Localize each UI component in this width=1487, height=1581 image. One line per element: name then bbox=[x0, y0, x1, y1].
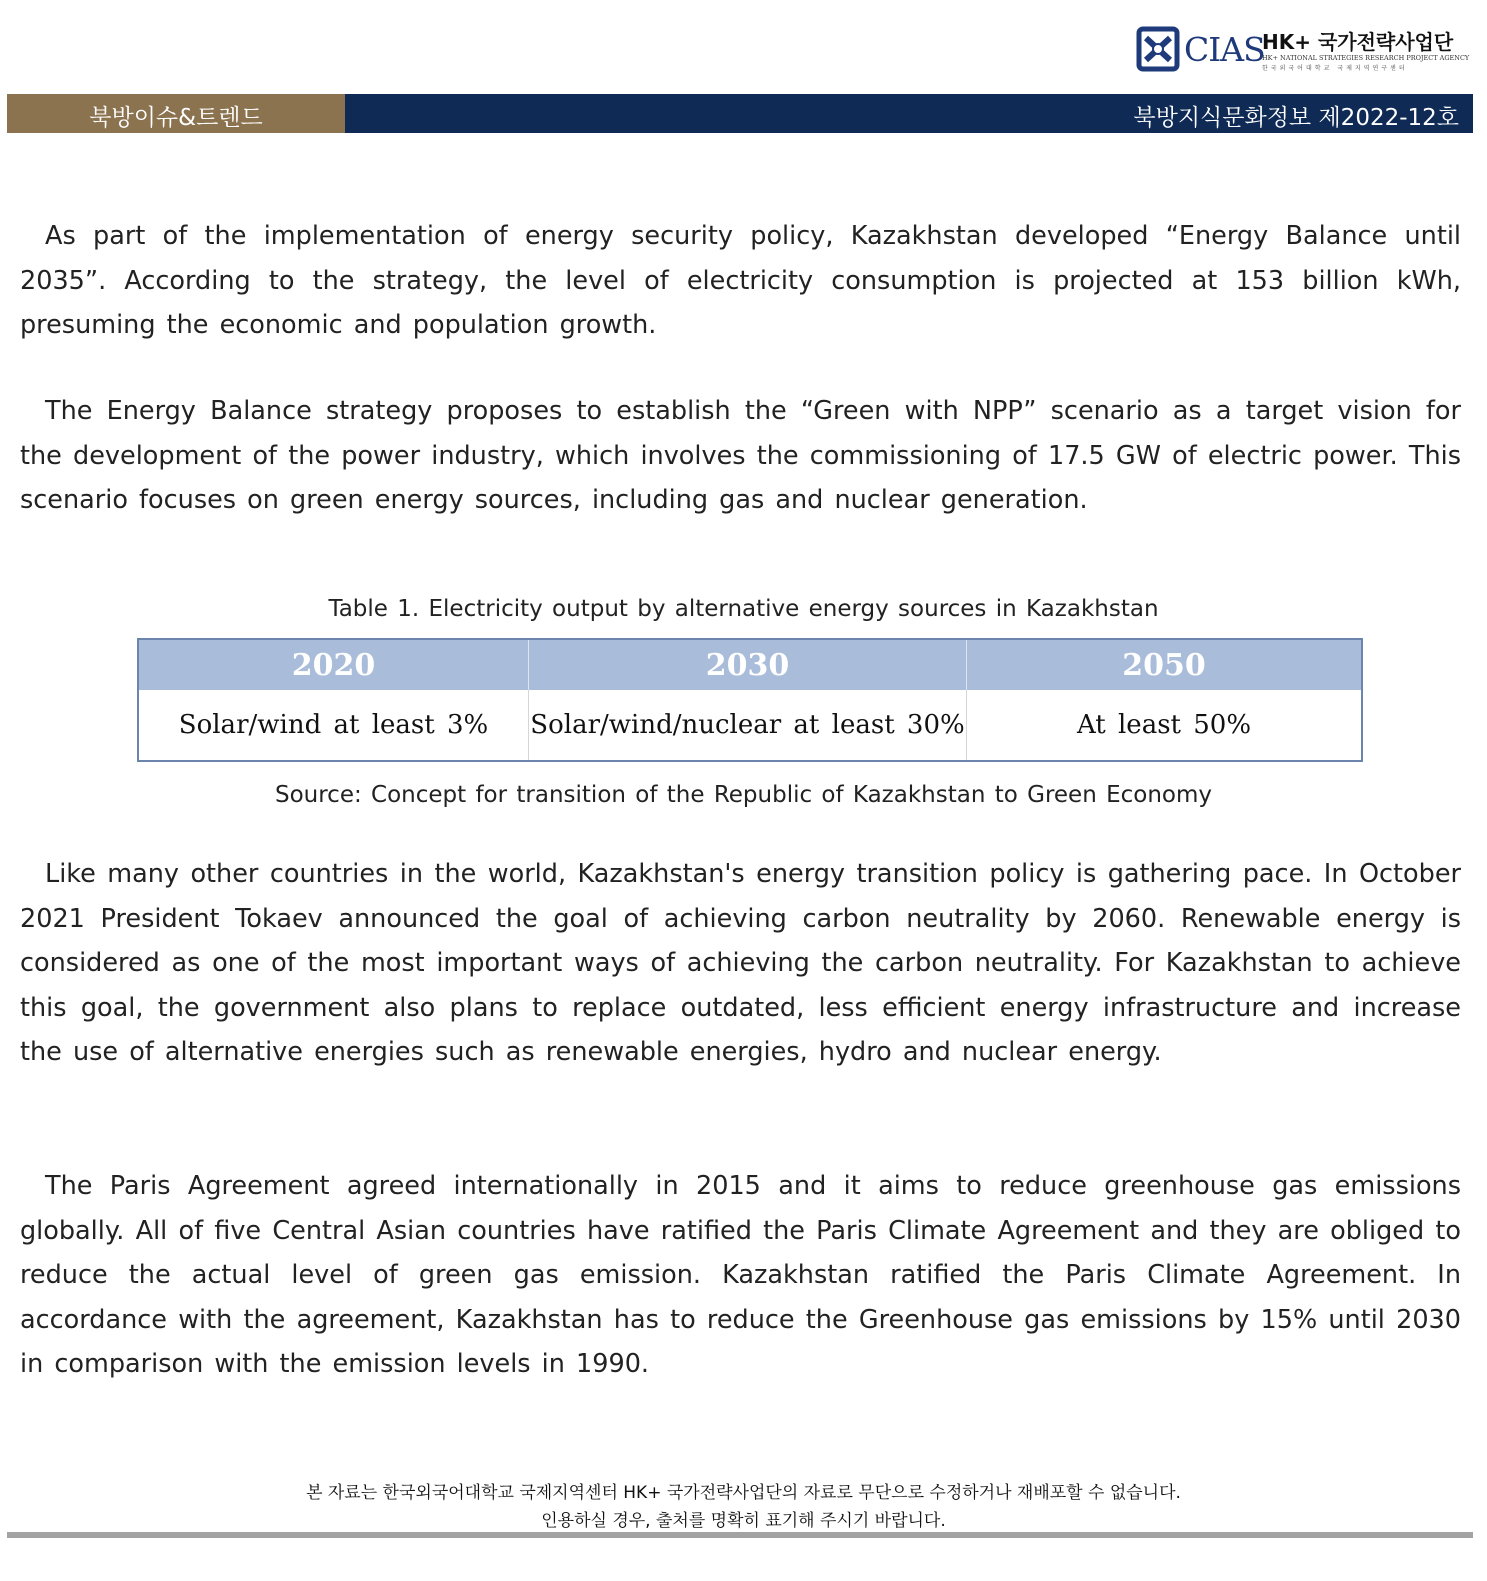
energy-table bbox=[137, 638, 1363, 762]
logo-subtitle: HK+ NATIONAL STRATEGIES RESEARCH PROJECT AGENCY bbox=[1262, 54, 1470, 62]
table-cell-2030: Solar/wind/nuclear at least 30% bbox=[529, 690, 967, 761]
section-label: 북방이슈&트렌드 bbox=[89, 105, 263, 131]
footer-citation: 인용하실 경우, 출처를 명확히 표기해 주시기 바랍니다. bbox=[541, 1511, 946, 1531]
paragraph-4: The Paris Agreement agreed internationally in 2015 and it aims to reduce greenhouse gas emissions globally. All of five Central Asian countries have ratified the Paris Climate Agreement and they are obliged to reduce the actual level of green gas emission. Kazakhstan ratified the Paris Climate Agreement. In accordance with the agreement, Kazakhstan has to reduce the Greenhouse gas emissions by 15% until 2030 in comparison with the emission levels in 1990. bbox=[20, 1171, 1461, 1379]
issue-label: 북방지식문화정보 제2022-12호 bbox=[1133, 105, 1459, 131]
table-caption: Table 1. Electricity output by alternative energy sources in Kazakhstan bbox=[328, 596, 1159, 622]
table-header-row bbox=[138, 639, 1362, 690]
paragraph-3: Like many other countries in the world, Kazakhstan's energy transition policy is gathering pace. In October 2021 President Tokaev announced the goal of achieving carbon neutrality by 2060. Renewable energy is considered as one of the most important ways of achieving the carbon neutrality. For Kazakhstan to achieve this goal, the government also plans to replace outdated, less efficient energy infrastructure and increase the use of alternative energies such as renewable energies, hydro and nuclear energy. bbox=[20, 859, 1461, 1067]
header-bar bbox=[7, 94, 1473, 133]
table-header-2030: 2030 bbox=[529, 639, 967, 690]
table-header-2020: 2020 bbox=[138, 639, 529, 690]
table-source: Source: Concept for transition of the Republic of Kazakhstan to Green Economy bbox=[274, 782, 1213, 808]
footer-divider bbox=[7, 1532, 1473, 1538]
paragraph-1: As part of the implementation of energy security policy, Kazakhstan developed “Energy Balance until 2035”. According to the strategy, the level of electricity consumption is projected at 153 billion kWh, presuming the economic and population growth. bbox=[20, 221, 1461, 340]
footer-notice: 본 자료는 한국외국어대학교 국제지역센터 HK+ 국가전략사업단의 자료로 무단으로 수정하거나 재배포할 수 없습니다. bbox=[306, 1483, 1181, 1503]
table-cell-2020: Solar/wind at least 3% bbox=[138, 690, 529, 761]
logo-subtitle-korean: 한국외국어대학교 국제지역연구센터 bbox=[1262, 65, 1408, 72]
section-tab bbox=[7, 94, 345, 133]
table-row bbox=[138, 690, 1362, 761]
cias-emblem-icon bbox=[1136, 26, 1180, 72]
cias-logo bbox=[1136, 26, 1470, 74]
paragraph-2: The Energy Balance strategy proposes to establish the “Green with NPP” scenario as a target vision for the development of the power industry, which involves the commissioning of 17.5 GW of electric power. This scenario focuses on green energy sources, including gas and nuclear generation. bbox=[20, 396, 1461, 515]
logo-wordmark: CIAS bbox=[1184, 30, 1265, 69]
logo-title: HK+ 국가전략사업단 bbox=[1262, 30, 1454, 54]
table-cell-2050: At least 50% bbox=[1076, 710, 1252, 740]
table-header-2050: 2050 bbox=[967, 639, 1363, 690]
